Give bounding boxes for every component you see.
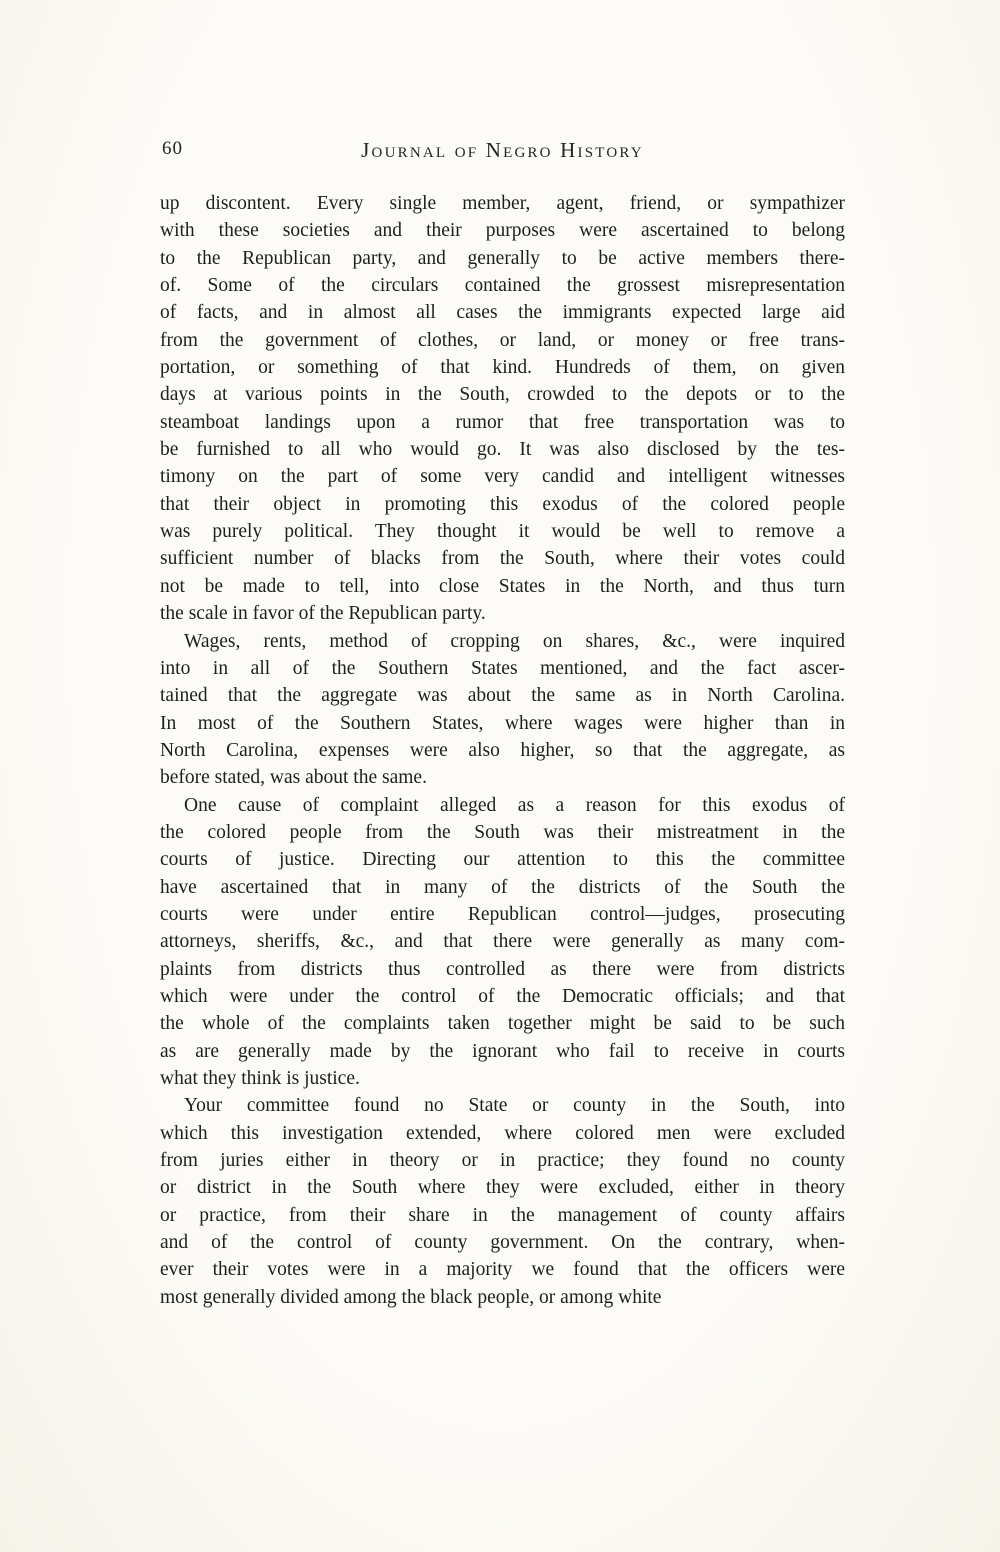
text-line: have ascertained that in many of the districts of the South the: [160, 876, 845, 898]
text-line: Wages, rents, method of cropping on shares, &c., were inquired: [184, 630, 845, 652]
paragraph: [160, 1092, 845, 1311]
text-line: be furnished to all who would go. It was also disclosed by the tes-: [160, 439, 845, 461]
text-line: as are generally made by the ignorant who fail to receive in courts: [160, 1040, 845, 1062]
text-line: most generally divided among the black people, or among white: [160, 1286, 662, 1308]
text-line: or district in the South where they were excluded, either in theory: [160, 1177, 845, 1199]
text-line: before stated, was about the same.: [160, 767, 427, 789]
text-line: tained that the aggregate was about the same as in North Carolina.: [160, 685, 845, 707]
text-line: ever their votes were in a majority we found that the officers were: [160, 1259, 845, 1281]
text-line: up discontent. Every single member, agent, friend, or sympathizer: [160, 193, 845, 214]
page-body: [160, 190, 845, 1311]
text-line: that their object in promoting this exodus of the colored people: [160, 493, 845, 515]
text-line: courts of justice. Directing our attention to this the committee: [160, 849, 845, 871]
text-line: which this investigation extended, where colored men were excluded: [160, 1122, 845, 1144]
text-line: One cause of complaint alleged as a reason for this exodus of: [184, 794, 845, 816]
text-line: or practice, from their share in the management of county affairs: [160, 1204, 845, 1226]
text-line: was purely political. They thought it would be well to remove a: [160, 521, 845, 543]
text-line: steamboat landings upon a rumor that free transportation was to: [160, 411, 845, 433]
text-line: North Carolina, expenses were also higher, so that the aggregate, as: [160, 739, 845, 761]
text-line: days at various points in the South, crowded to the depots or to the: [160, 384, 845, 406]
paragraph: [160, 628, 845, 792]
text-line: what they think is justice.: [160, 1068, 360, 1089]
paragraph: [160, 792, 845, 1093]
text-line: from the government of clothes, or land, or money or free trans-: [160, 329, 845, 351]
journal-title: Journal of Negro History: [361, 138, 644, 162]
text-line: plaints from districts thus controlled as there were from districts: [160, 958, 845, 980]
text-line: into in all of the Southern States mentioned, and the fact ascer-: [160, 657, 845, 679]
text-line: and of the control of county government. On the contrary, when-: [160, 1232, 845, 1254]
page-number: 60: [162, 138, 183, 159]
text-line: of facts, and in almost all cases the immigrants expected large aid: [160, 302, 845, 324]
text-line: attorneys, sheriffs, &c., and that there were generally as many com-: [160, 931, 845, 953]
text-line: portation, or something of that kind. Hundreds of them, on given: [160, 357, 845, 379]
text-line: the colored people from the South was their mistreatment in the: [160, 821, 845, 843]
text-line: sufficient number of blacks from the South, where their votes could: [160, 548, 845, 570]
text-line: with these societies and their purposes were ascertained to belong: [160, 220, 845, 242]
paragraph: [160, 190, 845, 628]
text-line: not be made to tell, into close States in the North, and thus turn: [160, 575, 845, 597]
text-line: the scale in favor of the Republican party.: [160, 603, 486, 625]
text-line: timony on the part of some very candid and intelligent witnesses: [160, 466, 845, 488]
text-line: to the Republican party, and generally to be active members there-: [160, 247, 845, 269]
text-line: In most of the Southern States, where wages were higher than in: [160, 712, 845, 734]
text-line: which were under the control of the Democratic officials; and that: [160, 985, 845, 1007]
text-line: courts were under entire Republican control—judges, prosecuting: [160, 903, 845, 925]
text-line: the whole of the complaints taken together might be said to be such: [160, 1013, 845, 1035]
text-line: from juries either in theory or in practice; they found no county: [160, 1150, 845, 1172]
page-header: [160, 138, 845, 164]
text-line: Your committee found no State or county in the South, into: [184, 1095, 845, 1117]
text-line: of. Some of the circulars contained the grossest misrepresentation: [160, 275, 845, 297]
